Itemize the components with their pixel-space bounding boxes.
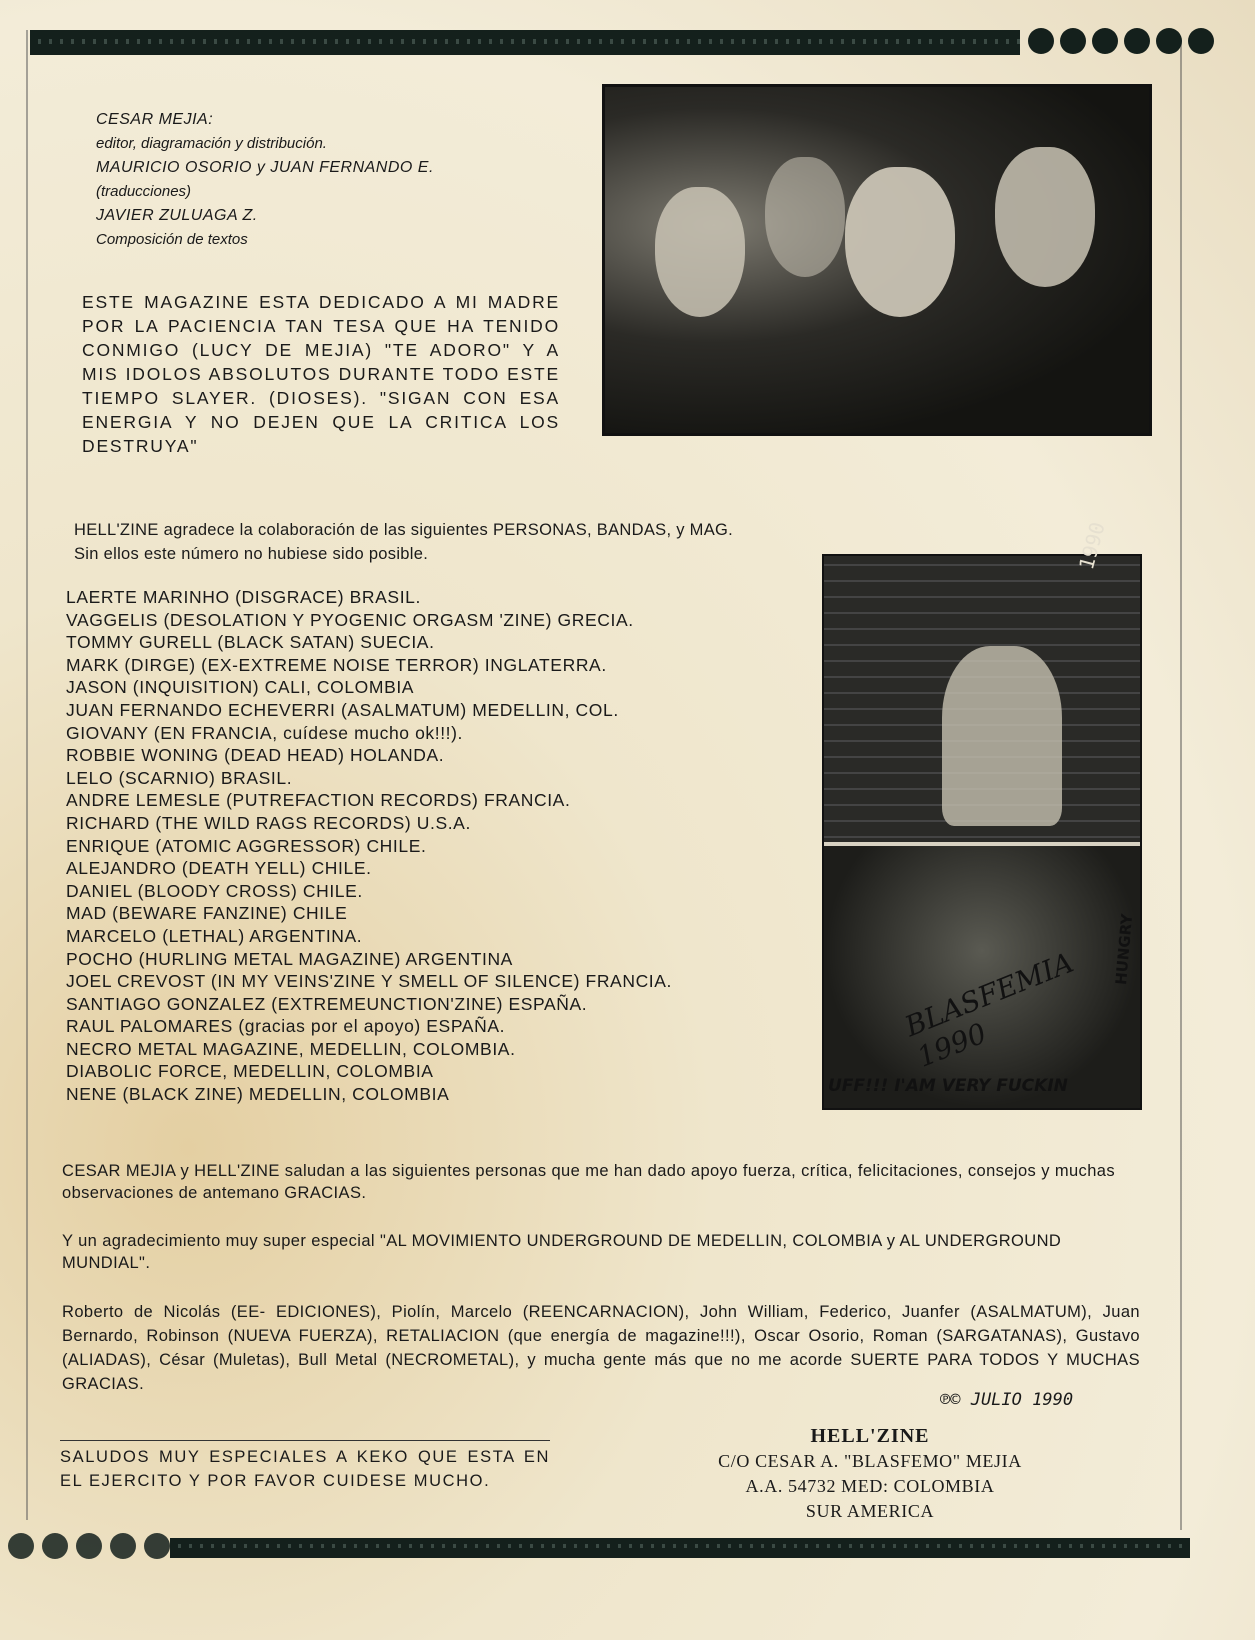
top-dots — [1028, 28, 1214, 54]
right-border-rule — [1180, 40, 1182, 1530]
list-item: ENRIQUE (ATOMIC AGGRESSOR) CHILE. — [66, 835, 427, 856]
left-border-rule — [26, 30, 28, 1520]
list-item: NECRO METAL MAGAZINE, MEDELLIN, COLOMBIA. — [66, 1038, 516, 1059]
list-item: ANDRE LEMESLE (PUTREFACTION RECORDS) FRANCIA. — [66, 790, 571, 811]
credit-name: CESAR MEJIA: — [96, 111, 214, 128]
candid-photo — [822, 519, 1142, 1110]
handwritten-signature: BLASFEMIA 1990 — [900, 945, 1078, 1074]
handwritten-year: 1990 — [1074, 519, 1110, 573]
dot-decoration — [8, 1533, 34, 1559]
photo-face — [845, 167, 955, 317]
dot-decoration — [1188, 28, 1214, 54]
list-item: MARK (DIRGE) (EX-EXTREME NOISE TERROR) INGLATERRA. — [66, 654, 607, 675]
address-line: SUR AMERICA — [805, 1501, 935, 1521]
mailing-address — [680, 1424, 1060, 1524]
list-item: JOEL CREVOST (IN MY VEINS'ZINE Y SMELL OF SILENCE) FRANCIA. — [66, 971, 673, 992]
credit-role: (traducciones) — [96, 183, 192, 200]
photo-face — [765, 157, 845, 277]
list-item: ALEJANDRO (DEATH YELL) CHILE. — [66, 858, 372, 879]
list-item: ROBBIE WONING (DEAD HEAD) HOLANDA. — [66, 745, 445, 766]
band-photo — [602, 84, 1152, 436]
dot-decoration — [110, 1533, 136, 1559]
list-item: LELO (SCARNIO) BRASIL. — [66, 767, 293, 788]
list-item: DANIEL (BLOODY CROSS) CHILE. — [66, 880, 363, 901]
list-item: TOMMY GURELL (BLACK SATAN) SUECIA. — [66, 632, 435, 653]
credit-name: MAURICIO OSORIO y JUAN FERNANDO E. — [96, 159, 434, 176]
address-line: A.A. 54732 MED: COLOMBIA — [745, 1476, 995, 1496]
thanks-intro-line: HELL'ZINE agradece la colaboración de las siguientes PERSONAS, BANDAS, y MAG. — [74, 521, 734, 539]
list-item: RAUL PALOMARES (gracias por el apoyo) ESPAÑA. — [66, 1016, 506, 1037]
thanks-intro — [74, 518, 904, 566]
list-item: SANTIAGO GONZALEZ (EXTREMEUNCTION'ZINE) ESPAÑA. — [66, 993, 588, 1014]
list-item: LAERTE MARINHO (DISGRACE) BRASIL. — [66, 587, 421, 607]
list-item: JUAN FERNANDO ECHEVERRI (ASALMATUM) MEDELLIN, COL. — [66, 699, 619, 720]
dot-decoration — [144, 1533, 170, 1559]
handwritten-side: HUNGRY — [1112, 913, 1137, 986]
dot-decoration — [76, 1533, 102, 1559]
special-thanks-paragraph: Y un agradecimiento muy super especial "AL MOVIMIENTO UNDERGROUND DE MEDELLIN, COLOMBIA y AL UNDERGROUND MUNDIAL". — [62, 1232, 1062, 1272]
dot-decoration — [1092, 28, 1118, 54]
address-line: C/O CESAR A. "BLASFEMO" MEJIA — [718, 1451, 1022, 1471]
greetings-paragraph: Roberto de Nicolás (EE- EDICIONES), Piolín, Marcelo (REENCARNACION), John William, Federico, Juanfer (ASALMATUM), Juan Bernardo, Robinson (NUEVA FUERZA), RETALIACION (que energía de magazine!!!), Oscar Osorio, Roman (SARGATANAS), Gustavo (ALIADAS), César (Muletas), Bull Metal (NECROMETAL), y mucha gente más que no me acorde SUERTE PARA TODOS Y MUCHAS GRACIAS. — [62, 1303, 1140, 1393]
keko-greeting: SALUDOS MUY ESPECIALES A KEKO QUE ESTA EN EL EJERCITO Y POR FAVOR CUIDESE MUCHO. — [60, 1440, 550, 1493]
copyright-date: ℗© JULIO 1990 — [940, 1390, 1074, 1410]
thanks-intro-line: Sin ellos este número no hubiese sido posible. — [74, 545, 429, 563]
list-item: POCHO (HURLING METAL MAGAZINE) ARGENTINA — [66, 948, 513, 969]
photo-figure — [942, 646, 1062, 826]
dedication-text: ESTE MAGAZINE ESTA DEDICADO A MI MADRE POR LA PACIENCIA TAN TESA QUE HA TENIDO CONMIGO (LUCY DE MEJIA) "TE ADORO" Y A MIS IDOLOS ABSOLUTOS DURANTE TODO ESTE TIEMPO SLAYER. (DIOSES). "SIGAN CON ESA ENERGIA Y NO DEJEN QUE LA CRITICA LOS DESTRUYA" — [82, 292, 560, 456]
handwritten-caption: UFF!!! I'AM VERY FUCKIN — [828, 1076, 1068, 1096]
list-item: RICHARD (THE WILD RAGS RECORDS) U.S.A. — [66, 812, 471, 833]
list-item: NENE (BLACK ZINE) MEDELLIN, COLOMBIA — [66, 1084, 450, 1105]
salutes-paragraph: CESAR MEJIA y HELL'ZINE saludan a las siguientes personas que me han dado apoyo fuerza, crítica, felicitaciones, consejos y muchas observaciones de antemano GRACIAS. — [62, 1162, 1115, 1202]
top-decorative-bar — [30, 30, 1020, 55]
bottom-dots — [8, 1533, 170, 1559]
zine-name: HELL'ZINE — [810, 1425, 930, 1447]
credit-role: Composición de textos — [96, 231, 248, 248]
staff-credits — [96, 108, 496, 252]
list-item: MARCELO (LETHAL) ARGENTINA. — [66, 925, 363, 946]
dot-decoration — [1156, 28, 1182, 54]
dot-decoration — [42, 1533, 68, 1559]
list-item: GIOVANY (EN FRANCIA, cuídese mucho ok!!!). — [66, 722, 464, 743]
dot-decoration — [1028, 28, 1054, 54]
list-item: DIABOLIC FORCE, MEDELLIN, COLOMBIA — [66, 1061, 434, 1082]
list-item: MAD (BEWARE FANZINE) CHILE — [66, 903, 348, 924]
credit-role: editor, diagramación y distribución. — [96, 135, 327, 152]
list-item: JASON (INQUISITION) CALI, COLOMBIA — [66, 677, 415, 698]
dot-decoration — [1060, 28, 1086, 54]
dot-decoration — [1124, 28, 1150, 54]
thanks-list — [66, 586, 806, 1106]
photo-face — [995, 147, 1095, 287]
bottom-decorative-bar — [170, 1538, 1190, 1558]
photo-face — [655, 187, 745, 317]
list-item: VAGGELIS (DESOLATION Y PYOGENIC ORGASM 'ZINE) GRECIA. — [66, 609, 634, 630]
credit-name: JAVIER ZULUAGA Z. — [96, 207, 258, 224]
